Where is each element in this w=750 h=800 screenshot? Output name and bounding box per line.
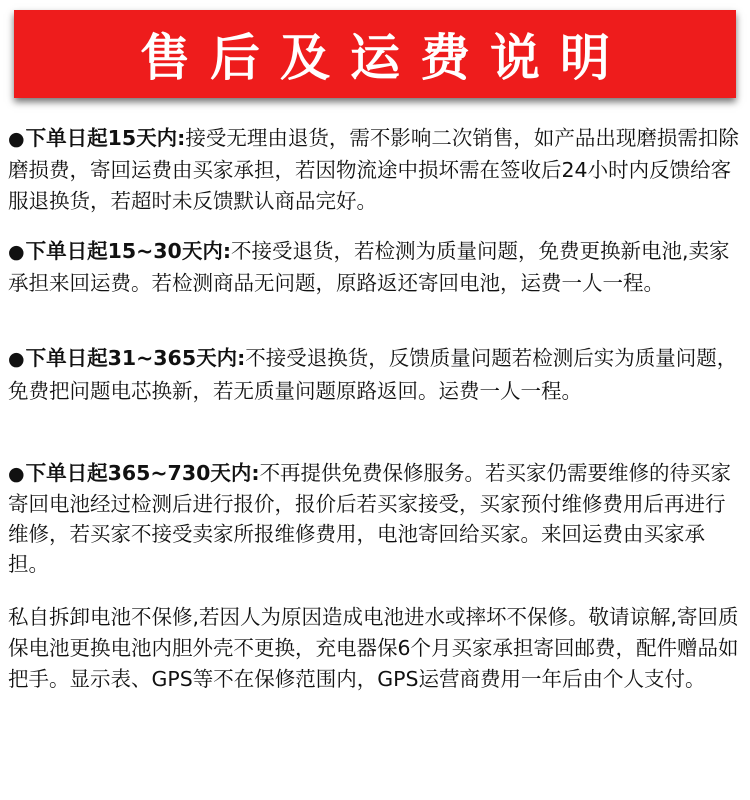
section-text: 接受无理由退货，需不影响二次销售，如产品出现磨损需扣除磨损费，寄回运费由买家承担，若因物流途中损坏需在签收后24小时内反馈给客服退换货，若超时未反馈默认商品完好。 bbox=[8, 126, 739, 213]
bullet-icon: ● bbox=[8, 463, 25, 485]
bullet-icon: ● bbox=[8, 128, 25, 150]
policy-section-365-730-days bbox=[8, 458, 742, 579]
section-lead: 下单日起31~365天内: bbox=[25, 346, 246, 370]
title-banner bbox=[14, 10, 736, 98]
section-lead: 下单日起365~730天内: bbox=[25, 461, 260, 485]
section-lead: 下单日起15~30天内: bbox=[25, 239, 232, 263]
bullet-icon: ● bbox=[8, 241, 25, 263]
bullet-icon: ● bbox=[8, 348, 25, 370]
section-text: 不接受退换货，反馈质量问题若检测后实为质量问题，免费把问题电芯换新，若无质量问题原路返回。运费一人一程。 bbox=[8, 346, 738, 403]
policy-section-31-365-days bbox=[8, 342, 742, 407]
policy-section-15-days bbox=[8, 123, 742, 217]
policy-section-15-30-days bbox=[8, 236, 742, 299]
section-text: 不再提供免费保修服务。若买家仍需要维修的待买家寄回电池经过检测后进行报价，报价后若买家接受，买家预付维修费用后再进行维修，若买家不接受卖家所报维修费用，电池寄回给买家。来回运费由买家承担。 bbox=[8, 461, 732, 576]
page-title: 售后及运费说明 bbox=[140, 28, 630, 87]
section-text: 不接受退货，若检测为质量问题，免费更换新电池,卖家承担来回运费。若检测商品无问题，原路返还寄回电池，运费一人一程。 bbox=[8, 239, 730, 295]
warranty-footer-note: 私自拆卸电池不保修,若因人为原因造成电池进水或摔坏不保修。敬请谅解,寄回质保电池更换电池内胆外壳不更换，充电器保6个月买家承担寄回邮费，配件赠品如把手。显示表、GPS等不在保修范围内，GPS运营商费用一年后由个人支付。 bbox=[8, 605, 739, 691]
section-lead: 下单日起15天内: bbox=[25, 126, 186, 150]
